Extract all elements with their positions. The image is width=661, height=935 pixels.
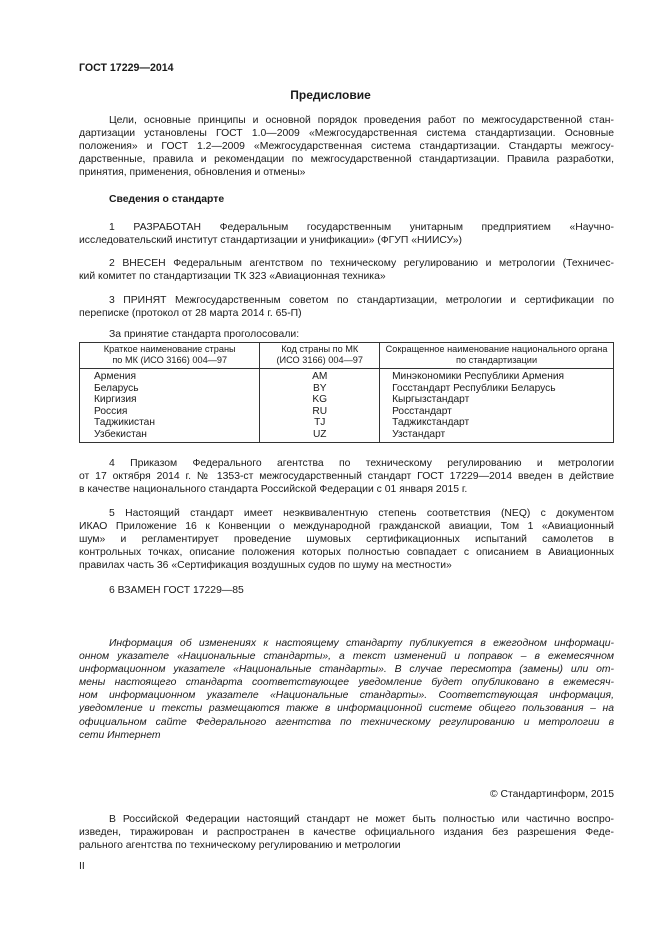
item-line: шум» и регламентирует проведение шумовых сертификационных испытаний самолетов в [79,534,614,546]
notice-line: Информация об изменениях к настоящему стандарту публикуется в ежегодном информаци- [109,638,614,649]
country-cell: Таджикистан [80,417,260,429]
table-header-code: Код страны по МК (ИСО 3166) 004—97 [260,343,380,369]
code-cell: UZ [260,429,380,442]
document-code: ГОСТ 17229—2014 [79,62,174,74]
table-row [80,383,614,395]
item-line: ИКАО Приложение 16 к Конвенции о международной гражданской авиации, Том 1 «Авиационный [79,521,614,533]
notice-line: онном указателе «Национальные стандарты», а текст изменений и поправок – в ежемесячном [79,651,614,663]
copyright: © Стандартинформ, 2015 [489,789,614,800]
notice-line: мены настоящего стандарта соответствующее уведомление будет опубликовано в ежемесяч- [79,677,614,689]
item-6 [79,584,614,597]
section-heading [79,193,614,206]
table-row [80,429,614,442]
table-row [80,406,614,418]
table-row [80,394,614,406]
item-line: 4 Приказом Федерального агентства по техническому регулированию и метрологии [109,458,614,469]
item-line: переписке (протокол от 28 марта 2014 г. 65-П) [79,308,302,320]
intro-line: принятия, применения, обновления и отмены» [79,167,306,179]
item-line: 6 ВЗАМЕН ГОСТ 17229—85 [109,585,244,596]
page-title: Предисловие [290,88,371,102]
country-cell: Беларусь [80,383,260,395]
votes-table [79,342,614,443]
notice-line: официальном сайте Федерального агентства по техническому регулированию и метрологии в [79,716,614,728]
table-row [80,417,614,429]
item-4 [79,457,614,496]
country-cell: Россия [80,406,260,418]
rights-paragraph [79,813,614,852]
rights-line: В Российской Федерации настоящий стандарт не может быть полностью или частично воспро- [109,814,614,825]
country-cell: Киргизия [80,394,260,406]
body-cell: Узстандарт [380,429,614,442]
intro-line: дартизации установлены ГОСТ 1.0—2009 «Межгосударственная система стандартизации. Основные [79,128,614,140]
item-line: 2 ВНЕСЕН Федеральным агентством по техническому регулированию и метрологии (Техничес- [109,258,614,269]
intro-line: Цели, основные принципы и основной порядок проведения работ по межгосударственной стан- [109,115,614,126]
item-2 [79,257,614,283]
rights-line: рального агентства по техническому регулированию и метрологии [79,840,401,852]
notice-line: уведомление и тексты размещаются также в информационной системе общего пользования – на [79,703,614,715]
item-1 [79,221,614,247]
item-line: в качестве национального стандарта Российской Федерации с 01 января 2015 г. [79,484,468,496]
code-cell: KG [260,394,380,406]
table-row [80,369,614,383]
code-cell: BY [260,383,380,395]
body-cell: Таджикстандарт [380,417,614,429]
country-cell: Узбекистан [80,429,260,442]
table-header-body: Сокращенное наименование национального органа по стандартизации [380,343,614,369]
item-line: контрольных точках, описание положения которых полностью совпадает с описанием в Авиационных [79,547,614,559]
country-cell: Армения [80,369,260,383]
table-header-country: Краткое наименование страны по МК (ИСО 3166) 004—97 [80,343,260,369]
item-line: 5 Настоящий стандарт имеет неэквивалентную степень соответствия (NEQ) с документом [109,508,614,519]
notice-paragraph [79,637,614,742]
notice-line: информационном указателе «Национальные стандарты». В случае пересмотра (замены) или от- [79,664,614,676]
votes-intro-text: За принятие стандарта проголосовали: [109,329,300,340]
body-cell: Минэкономики Республики Армения [380,369,614,383]
notice-line: ном информационном указателе «Национальные стандарты». Соответствующая информация, [79,690,614,702]
votes-intro [79,328,614,341]
code-cell: AM [260,369,380,383]
intro-line: положения» и ГОСТ 1.2—2009 «Межгосударственная система стандартизации. Стандарты межгосу- [79,141,614,153]
item-line: исследовательский институт стандартизации и унификации» (ФГУП «НИИСУ») [79,235,462,247]
code-cell: RU [260,406,380,418]
section-heading-text: Сведения о стандарте [109,194,225,205]
item-line: от 17 октября 2014 г. № 1353-ст межгосударственный стандарт ГОСТ 17229—2014 введен в действие [79,471,614,483]
item-5 [79,507,614,572]
intro-line: дарственные, правила и рекомендации по межгосударственной стандартизации. Правила разработки, [79,154,614,166]
intro-paragraph [79,114,614,179]
item-line: правилах часть 36 «Сертификация воздушных судов по шуму на местности» [79,560,452,572]
item-3 [79,294,614,320]
body-cell: Росстандарт [380,406,614,418]
rights-line: изведен, тиражирован и распространен в качестве официального издания без разрешения Феде- [79,827,614,839]
body-cell: Госстандарт Республики Беларусь [380,383,614,395]
page-number: II [79,861,85,872]
code-cell: TJ [260,417,380,429]
table-header-row [80,343,614,369]
item-line: 1 РАЗРАБОТАН Федеральным государственным унитарным предприятием «Научно- [109,222,614,233]
notice-line: сети Интернет [79,729,161,741]
item-line: кий комитет по стандартизации ТК 323 «Авиационная техника» [79,271,386,283]
item-line: 3 ПРИНЯТ Межгосударственным советом по стандартизации, метрологии и сертификации по [109,295,614,306]
body-cell: Кыргызстандарт [380,394,614,406]
